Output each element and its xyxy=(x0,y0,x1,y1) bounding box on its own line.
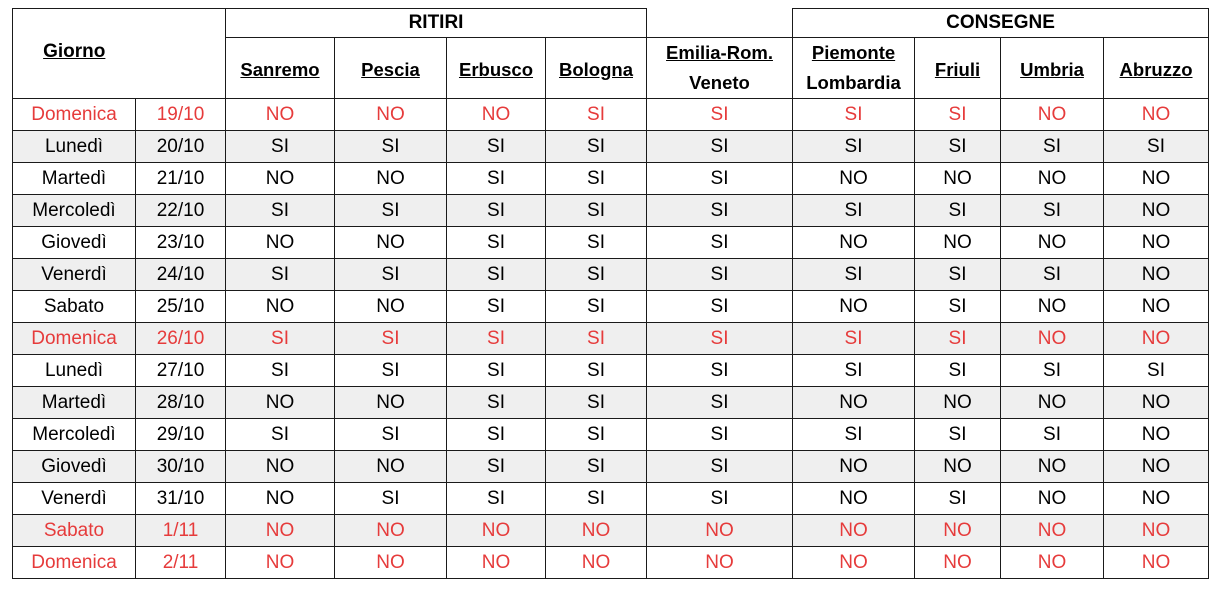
availability-cell: NO xyxy=(793,451,915,483)
availability-cell: NO xyxy=(546,515,647,547)
date-cell: 19/10 xyxy=(136,99,226,131)
date-cell: 21/10 xyxy=(136,163,226,195)
ritiri-group-header: RITIRI xyxy=(226,9,647,38)
date-cell: 31/10 xyxy=(136,483,226,515)
column-header xyxy=(915,38,1001,99)
availability-cell: NO xyxy=(1001,451,1104,483)
table-row xyxy=(13,227,1209,259)
column-header-label: Erbusco xyxy=(458,59,534,80)
availability-cell: NO xyxy=(226,451,335,483)
availability-cell: NO xyxy=(447,99,546,131)
availability-cell: SI xyxy=(546,99,647,131)
availability-cell: NO xyxy=(1001,483,1104,515)
giorno-header xyxy=(13,9,136,99)
availability-cell: SI xyxy=(647,483,793,515)
availability-cell: SI xyxy=(447,419,546,451)
availability-cell: SI xyxy=(335,195,447,227)
availability-cell: SI xyxy=(793,99,915,131)
availability-cell: SI xyxy=(546,387,647,419)
availability-cell: NO xyxy=(793,163,915,195)
availability-cell: NO xyxy=(1104,451,1209,483)
availability-cell: SI xyxy=(447,227,546,259)
table-row xyxy=(13,195,1209,227)
availability-cell: NO xyxy=(1001,227,1104,259)
availability-cell: SI xyxy=(546,291,647,323)
date-cell: 26/10 xyxy=(136,323,226,355)
column-header-label: Umbria xyxy=(1020,59,1084,80)
availability-cell: NO xyxy=(1001,387,1104,419)
date-cell: 22/10 xyxy=(136,195,226,227)
availability-cell: SI xyxy=(447,163,546,195)
date-cell: 27/10 xyxy=(136,355,226,387)
availability-cell: NO xyxy=(1001,291,1104,323)
table-row xyxy=(13,163,1209,195)
date-cell: 1/11 xyxy=(136,515,226,547)
availability-cell: SI xyxy=(546,419,647,451)
availability-cell: NO xyxy=(793,387,915,419)
availability-cell: NO xyxy=(915,547,1001,579)
availability-cell: SI xyxy=(226,259,335,291)
day-name-cell: Mercoledì xyxy=(13,195,136,227)
availability-cell: SI xyxy=(793,259,915,291)
table-row xyxy=(13,387,1209,419)
availability-cell: NO xyxy=(335,99,447,131)
table-body xyxy=(13,99,1209,579)
availability-cell: NO xyxy=(226,99,335,131)
availability-cell: SI xyxy=(1104,131,1209,163)
availability-cell: SI xyxy=(447,291,546,323)
table-row xyxy=(13,259,1209,291)
date-cell: 28/10 xyxy=(136,387,226,419)
availability-cell: SI xyxy=(793,131,915,163)
availability-cell: SI xyxy=(335,419,447,451)
availability-cell: SI xyxy=(647,451,793,483)
availability-cell: SI xyxy=(1001,195,1104,227)
availability-cell: NO xyxy=(335,387,447,419)
day-name-cell: Martedì xyxy=(13,163,136,195)
availability-cell: NO xyxy=(1104,547,1209,579)
availability-cell: NO xyxy=(546,547,647,579)
availability-cell: SI xyxy=(1001,419,1104,451)
availability-cell: SI xyxy=(647,323,793,355)
availability-cell: SI xyxy=(447,387,546,419)
availability-cell: SI xyxy=(335,259,447,291)
date-cell: 2/11 xyxy=(136,547,226,579)
availability-cell: SI xyxy=(335,483,447,515)
availability-cell: NO xyxy=(335,163,447,195)
day-name-cell: Lunedì xyxy=(13,131,136,163)
date-cell: 25/10 xyxy=(136,291,226,323)
day-name-cell: Sabato xyxy=(13,515,136,547)
day-name-cell: Venerdì xyxy=(13,259,136,291)
day-name-cell: Domenica xyxy=(13,323,136,355)
availability-cell: NO xyxy=(1104,99,1209,131)
day-name-cell: Martedì xyxy=(13,387,136,419)
availability-cell: SI xyxy=(793,355,915,387)
availability-cell: NO xyxy=(226,387,335,419)
availability-cell: SI xyxy=(447,131,546,163)
availability-cell: SI xyxy=(226,323,335,355)
day-name-cell: Domenica xyxy=(13,547,136,579)
availability-cell: SI xyxy=(335,323,447,355)
availability-cell: SI xyxy=(915,259,1001,291)
availability-cell: SI xyxy=(546,195,647,227)
availability-cell: SI xyxy=(447,451,546,483)
table-row xyxy=(13,451,1209,483)
availability-cell: SI xyxy=(647,291,793,323)
availability-cell: SI xyxy=(647,419,793,451)
availability-cell: SI xyxy=(1001,131,1104,163)
giorno-header-label: Giorno xyxy=(43,41,106,62)
column-header xyxy=(1104,38,1209,99)
column-header xyxy=(226,38,335,99)
day-name-cell: Mercoledì xyxy=(13,419,136,451)
availability-cell: SI xyxy=(546,163,647,195)
consegne-group-header: CONSEGNE xyxy=(793,9,1209,38)
availability-cell: SI xyxy=(546,323,647,355)
date-cell: 23/10 xyxy=(136,227,226,259)
availability-cell: NO xyxy=(335,291,447,323)
availability-cell: NO xyxy=(793,515,915,547)
availability-cell: NO xyxy=(793,291,915,323)
availability-cell: SI xyxy=(447,195,546,227)
availability-cell: NO xyxy=(793,547,915,579)
availability-cell: SI xyxy=(1001,355,1104,387)
group-header-row xyxy=(13,9,1209,38)
availability-cell: SI xyxy=(447,483,546,515)
column-header-line2: Lombardia xyxy=(806,72,901,93)
column-header-line2: Veneto xyxy=(689,72,750,93)
availability-cell: SI xyxy=(647,131,793,163)
table-row xyxy=(13,515,1209,547)
availability-cell: SI xyxy=(447,259,546,291)
column-header-line1: Piemonte xyxy=(811,42,896,63)
availability-cell: SI xyxy=(915,419,1001,451)
availability-cell: NO xyxy=(915,515,1001,547)
availability-cell: SI xyxy=(226,355,335,387)
column-header-label: Friuli xyxy=(934,59,981,80)
availability-cell: NO xyxy=(226,547,335,579)
availability-cell: NO xyxy=(1001,99,1104,131)
availability-cell: NO xyxy=(1104,291,1209,323)
availability-cell: NO xyxy=(1104,259,1209,291)
day-name-cell: Domenica xyxy=(13,99,136,131)
availability-cell: SI xyxy=(915,355,1001,387)
availability-cell: NO xyxy=(1001,323,1104,355)
availability-cell: SI xyxy=(915,483,1001,515)
column-header xyxy=(447,38,546,99)
availability-cell: NO xyxy=(226,291,335,323)
day-name-cell: Venerdì xyxy=(13,483,136,515)
table-row xyxy=(13,547,1209,579)
availability-cell: SI xyxy=(335,131,447,163)
availability-cell: NO xyxy=(1104,163,1209,195)
availability-cell: NO xyxy=(1104,323,1209,355)
table-row xyxy=(13,419,1209,451)
availability-cell: NO xyxy=(647,515,793,547)
column-header-line1: Emilia-Rom. xyxy=(666,42,773,63)
availability-cell: SI xyxy=(447,323,546,355)
availability-cell: NO xyxy=(1104,227,1209,259)
availability-cell: SI xyxy=(793,419,915,451)
availability-cell: SI xyxy=(546,227,647,259)
availability-cell: SI xyxy=(647,227,793,259)
availability-cell: NO xyxy=(1001,547,1104,579)
availability-cell: SI xyxy=(915,323,1001,355)
availability-cell: NO xyxy=(1104,515,1209,547)
availability-cell: NO xyxy=(335,451,447,483)
availability-cell: NO xyxy=(1104,483,1209,515)
table-row xyxy=(13,291,1209,323)
availability-cell: NO xyxy=(335,547,447,579)
column-header xyxy=(546,38,647,99)
availability-cell: NO xyxy=(1001,163,1104,195)
availability-cell: NO xyxy=(915,227,1001,259)
availability-cell: SI xyxy=(647,387,793,419)
availability-cell: SI xyxy=(647,259,793,291)
day-name-cell: Sabato xyxy=(13,291,136,323)
availability-cell: SI xyxy=(226,195,335,227)
date-cell: 24/10 xyxy=(136,259,226,291)
availability-cell: SI xyxy=(915,99,1001,131)
availability-cell: NO xyxy=(793,227,915,259)
table-row xyxy=(13,99,1209,131)
availability-cell: NO xyxy=(226,515,335,547)
group-header-blank xyxy=(647,9,793,38)
column-header-label: Abruzzo xyxy=(1119,59,1193,80)
availability-cell: NO xyxy=(915,163,1001,195)
column-header-label: Bologna xyxy=(559,59,633,80)
date-cell: 20/10 xyxy=(136,131,226,163)
availability-cell: NO xyxy=(793,483,915,515)
availability-cell: NO xyxy=(226,163,335,195)
availability-cell: NO xyxy=(1001,515,1104,547)
availability-cell: NO xyxy=(647,547,793,579)
table-row xyxy=(13,131,1209,163)
availability-cell: SI xyxy=(226,131,335,163)
availability-cell: SI xyxy=(915,131,1001,163)
availability-cell: SI xyxy=(447,355,546,387)
availability-cell: NO xyxy=(915,387,1001,419)
availability-cell: NO xyxy=(447,547,546,579)
availability-cell: SI xyxy=(647,99,793,131)
availability-cell: SI xyxy=(546,483,647,515)
availability-cell: SI xyxy=(915,291,1001,323)
availability-cell: SI xyxy=(1001,259,1104,291)
availability-cell: NO xyxy=(1104,195,1209,227)
date-cell: 30/10 xyxy=(136,451,226,483)
availability-cell: NO xyxy=(335,227,447,259)
availability-cell: NO xyxy=(226,483,335,515)
availability-cell: SI xyxy=(647,355,793,387)
availability-cell: SI xyxy=(793,195,915,227)
availability-cell: NO xyxy=(1104,419,1209,451)
table-row xyxy=(13,355,1209,387)
schedule-table xyxy=(12,8,1209,579)
column-header xyxy=(1001,38,1104,99)
date-cell: 29/10 xyxy=(136,419,226,451)
availability-cell: NO xyxy=(447,515,546,547)
giorno-header-spacer xyxy=(136,9,226,99)
table-row xyxy=(13,483,1209,515)
availability-cell: SI xyxy=(647,195,793,227)
availability-cell: SI xyxy=(546,259,647,291)
availability-cell: SI xyxy=(1104,355,1209,387)
day-name-cell: Lunedì xyxy=(13,355,136,387)
availability-cell: SI xyxy=(546,131,647,163)
availability-cell: NO xyxy=(335,515,447,547)
day-name-cell: Giovedì xyxy=(13,451,136,483)
availability-cell: SI xyxy=(647,163,793,195)
availability-cell: NO xyxy=(915,451,1001,483)
column-header xyxy=(335,38,447,99)
availability-cell: SI xyxy=(226,419,335,451)
column-header xyxy=(647,38,793,99)
column-header-label: Sanremo xyxy=(240,59,320,80)
availability-cell: SI xyxy=(793,323,915,355)
availability-cell: SI xyxy=(915,195,1001,227)
column-header xyxy=(793,38,915,99)
table-row xyxy=(13,323,1209,355)
availability-cell: SI xyxy=(335,355,447,387)
availability-cell: NO xyxy=(226,227,335,259)
availability-cell: NO xyxy=(1104,387,1209,419)
day-name-cell: Giovedì xyxy=(13,227,136,259)
availability-cell: SI xyxy=(546,355,647,387)
availability-cell: SI xyxy=(546,451,647,483)
column-header-label: Pescia xyxy=(361,59,420,80)
